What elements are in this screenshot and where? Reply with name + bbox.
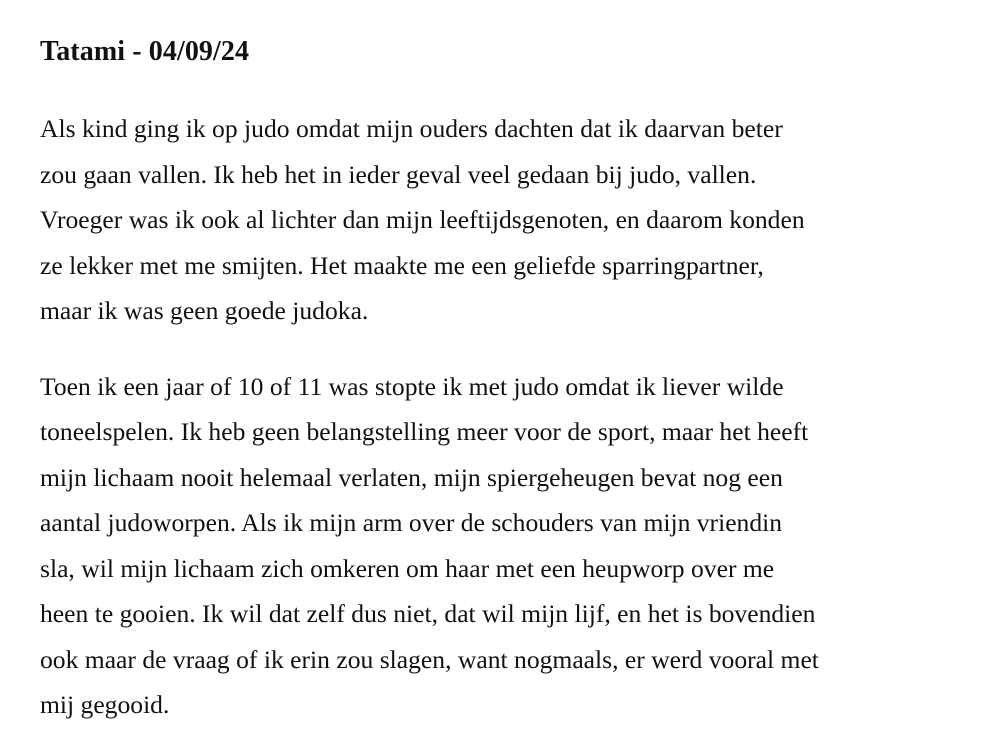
text-line: Vroeger was ik ook al lichter dan mijn leeftijdsgenoten, en daarom konden	[40, 205, 805, 234]
text-line: mij gegooid.	[40, 690, 170, 719]
article-title: Tatami - 04/09/24	[40, 36, 250, 67]
text-line: Toen ik een jaar of 10 of 11 was stopte ik met judo omdat ik liever wilde	[40, 371, 784, 401]
text-line: ze lekker met me smijten. Het maakte me een geliefde sparringpartner,	[40, 250, 764, 280]
text-line: sla, wil mijn lichaam zich omkeren om haar met een heupworp over me	[40, 553, 775, 583]
text-line: ook maar de vraag of ik erin zou slagen, want nogmaals, er werd vooral met	[40, 644, 819, 674]
text-line: zou gaan vallen. Ik heb het in ieder geval veel gedaan bij judo, vallen.	[40, 159, 757, 189]
article	[40, 26, 970, 728]
text-line: maar ik was geen goede judoka.	[40, 296, 369, 325]
text-line: toneelspelen. Ik heb geen belangstelling meer voor de sport, maar het heeft	[40, 417, 809, 446]
text-line: Als kind ging ik op judo omdat mijn ouders dachten dat ik daarvan beter	[40, 114, 783, 143]
text-line: aantal judoworpen. Als ik mijn arm over de schouders van mijn vriendin	[40, 508, 783, 537]
text-line: mijn lichaam nooit helemaal verlaten, mijn spiergeheugen bevat nog een	[40, 462, 783, 492]
text-line: heen te gooien. Ik wil dat zelf dus niet, dat wil mijn lijf, en het is bovendien	[40, 599, 816, 628]
paragraph-1	[40, 106, 970, 334]
paragraph-2	[40, 364, 970, 728]
